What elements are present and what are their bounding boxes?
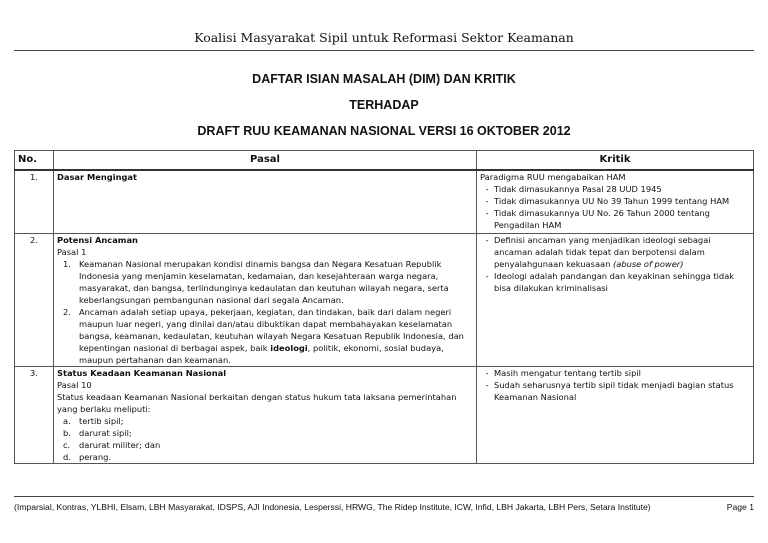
page-footer — [14, 502, 754, 512]
pasal-list-item: d. perang. — [63, 452, 112, 462]
pasal-list-item: a. tertib sipil; — [63, 416, 124, 426]
kritik-intro: Paradigma RUU mengabaikan HAM — [480, 172, 626, 182]
kritik-item: - Masih mengatur tentang tertib sipil — [485, 368, 641, 378]
pasal-list-item: b. darurat sipil; — [63, 428, 132, 438]
header-no: No. — [15, 151, 54, 171]
pasal-cell — [54, 234, 477, 367]
table-row — [15, 170, 754, 234]
header-kritik: Kritik — [477, 151, 754, 171]
page-number: Page 1 — [726, 502, 754, 512]
table-header-row — [15, 151, 754, 171]
row-number: 2. — [15, 234, 54, 367]
pasal-subheading: Pasal 1 — [57, 247, 87, 257]
kritik-item: - Tidak dimasukannya Pasal 28 UUD 1945 — [485, 184, 662, 194]
kritik-cell — [477, 234, 754, 367]
kritik-item: - Tidak dimasukannya UU No 39 Tahun 1999 tentang HAM — [485, 196, 730, 206]
kritik-item: - Tidak dimasukannya UU No. 26 Tahun 2000 tentang Pengadilan HAM — [485, 208, 710, 230]
footer-organizations: (Imparsial, Kontras, YLBHI, Elsam, LBH Masyarakat, IDSPS, AJI Indonesia, Lesperssi, HRWG, The Ridep Institute, ICW, Infid, LBH Jakarta, LBH Pers, Setara Institute) — [14, 502, 651, 512]
document-title: DAFTAR ISIAN MASALAH (DIM) DAN KRITIK — [252, 72, 516, 86]
pasal-list-item: c. darurat militer; dan — [63, 440, 161, 450]
header-divider — [14, 50, 754, 51]
footer-divider — [14, 496, 754, 497]
document-header: Koalisi Masyarakat Sipil untuk Reformasi Sektor Keamanan — [194, 30, 574, 45]
pasal-cell — [54, 170, 477, 234]
pasal-title: Potensi Ancaman — [57, 235, 138, 245]
kritik-item: - Sudah seharusnya tertib sipil tidak menjadi bagian status Keamanan Nasional — [485, 380, 734, 402]
emphasis-ideologi: ideologi — [270, 343, 308, 353]
pasal-subheading: Pasal 10 — [57, 380, 92, 390]
table-row — [15, 234, 754, 367]
row-number: 1. — [15, 170, 54, 234]
table-row — [15, 367, 754, 464]
pasal-cell — [54, 367, 477, 464]
document-title-connector: TERHADAP — [349, 98, 419, 112]
pasal-title: Status Keadaan Keamanan Nasional — [57, 368, 227, 378]
row-number: 3. — [15, 367, 54, 464]
kritik-item: - Definisi ancaman yang menjadikan ideologi sebagai ancaman adalah tidak tepat dan berpotensi dalam penyalahgunaan kekuasaan (abuse of power) — [485, 235, 711, 269]
pasal-text: Status keadaan Keamanan Nasional berkaitan dengan status hukum tata laksana pemerintahan yang berlaku meliputi: — [57, 392, 457, 414]
dim-table — [14, 150, 754, 464]
kritik-cell — [477, 170, 754, 234]
header-pasal: Pasal — [54, 151, 477, 171]
pasal-title: Dasar Mengingat — [57, 172, 137, 182]
pasal-list-item: 1. Keamanan Nasional merupakan kondisi dinamis bangsa dan Negara Kesatuan Republik Indonesia yang menjamin keselamatan, kedamaian, dan kesejahteraan warga negara, masyarakat, dan bangsa, terlindunginya kedaulatan dan keutuhan wilayah negara, serta keberlangsungan pembangunan nasional dari segala Ancaman. — [63, 259, 449, 305]
kritik-cell — [477, 367, 754, 464]
document-subtitle: DRAFT RUU KEAMANAN NASIONAL VERSI 16 OKTOBER 2012 — [197, 124, 571, 138]
pasal-list-item: 2. Ancaman adalah setiap upaya, pekerjaan, kegiatan, dan tindakan, baik dari dalam negeri maupun luar negeri, yang dinilai dan/atau dibuktikan dapat membahayakan keselamatan bangsa, keamanan, kedaulatan, keutuhan wilayah Negara Kesatuan Republik Indonesia, dan kepentingan nasional di berbagai aspek, baik ideologi, politik, ekonomi, sosial budaya, maupun pertahanan dan keamanan. — [63, 307, 464, 365]
kritik-item: - Ideologi adalah pandangan dan keyakinan sehingga tidak bisa dilakukan kriminalisasi — [485, 271, 735, 293]
